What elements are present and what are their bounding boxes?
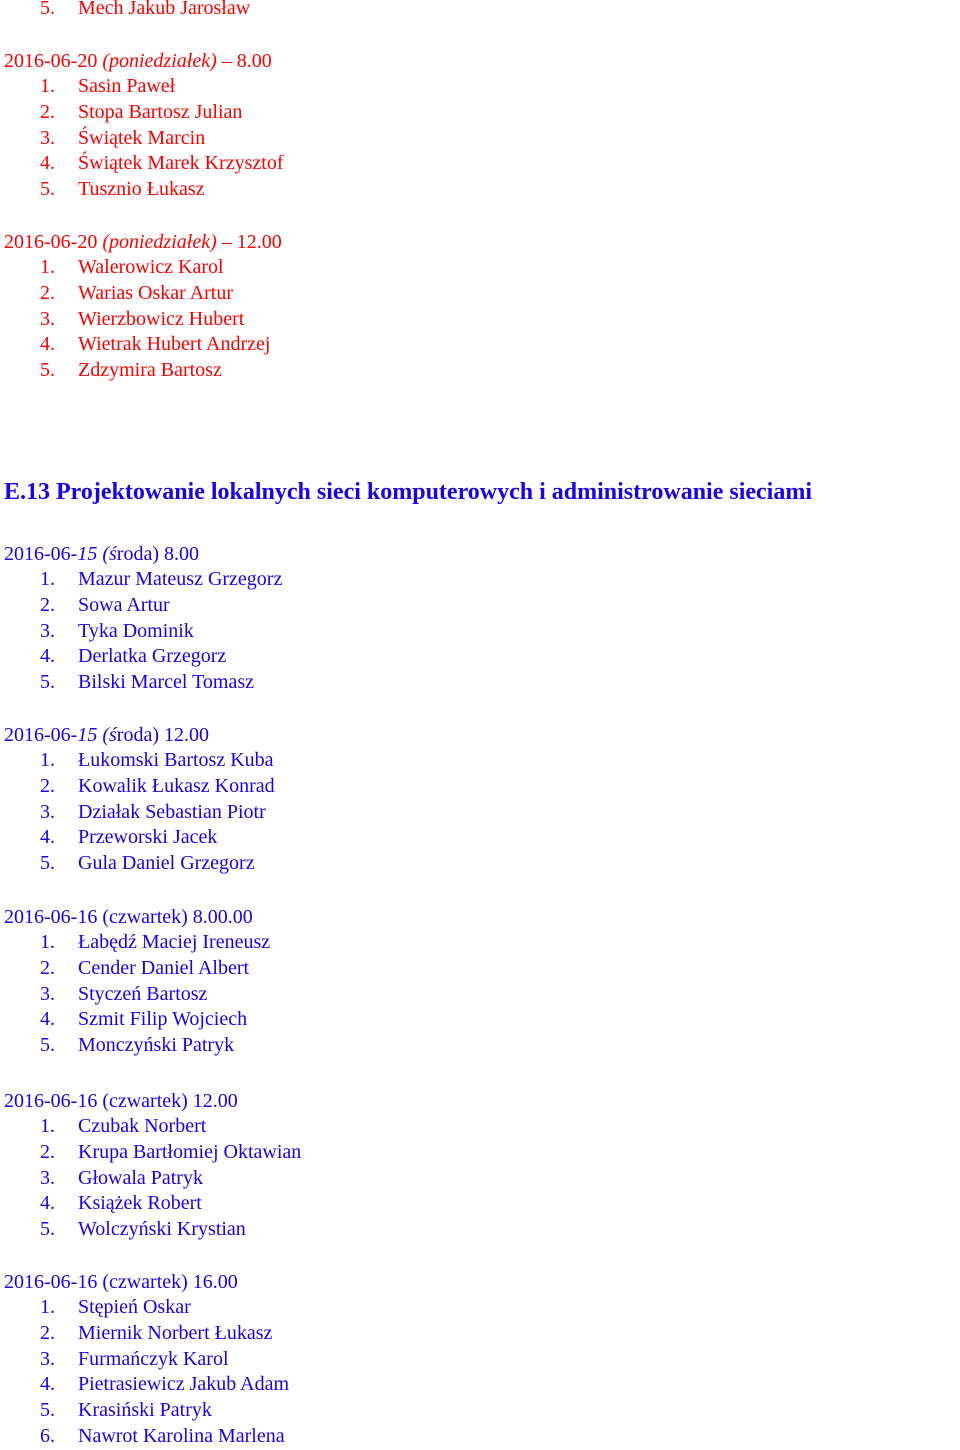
list-item: [0, 1217, 301, 1243]
list-item: [0, 851, 275, 877]
item-number: 4.: [40, 152, 55, 175]
student-name: Książek Robert: [78, 1192, 202, 1215]
list-item: [0, 748, 275, 774]
item-number: 4.: [40, 1192, 55, 1215]
student-name: Nawrot Karolina Marlena: [78, 1424, 285, 1447]
session-heading: [4, 541, 199, 567]
item-number: 1.: [40, 568, 55, 590]
item-number: 5.: [40, 1399, 55, 1421]
student-list: [0, 930, 270, 1059]
student-name: Krupa Bartłomiej Oktawian: [78, 1140, 302, 1163]
list-item: [0, 1347, 289, 1373]
student-name: Bilski Marcel Tomasz: [78, 671, 254, 693]
list-item: [0, 358, 270, 384]
session-date-suffix: roda) 12.00: [116, 724, 209, 746]
student-name: Łukomski Bartosz Kuba: [78, 749, 274, 771]
student-list-top: [0, 0, 250, 22]
list-item: [0, 177, 284, 203]
list-item: [0, 1033, 270, 1059]
student-name: Miernik Norbert Łukasz: [78, 1321, 273, 1344]
list-item: [0, 774, 275, 800]
list-item: [0, 281, 270, 307]
session-date-prefix: 2016-06-: [4, 724, 78, 746]
student-name: Wietrak Hubert Andrzej: [78, 333, 271, 356]
list-item: [0, 100, 284, 126]
list-item: [0, 1321, 289, 1347]
student-name: Stopa Bartosz Julian: [78, 100, 243, 123]
student-name: Mazur Mateusz Grzegorz: [78, 568, 283, 590]
item-number: 3.: [40, 1166, 55, 1189]
student-name: Warias Oskar Artur: [78, 281, 234, 304]
list-item: [0, 619, 282, 645]
student-name: Furmańczyk Karol: [78, 1347, 229, 1370]
item-number: 2.: [40, 281, 55, 304]
item-number: 3.: [40, 307, 55, 330]
list-item: [0, 593, 282, 619]
student-name: Cender Daniel Albert: [78, 956, 250, 979]
item-number: 3.: [40, 1347, 55, 1370]
item-number: 1.: [40, 749, 55, 771]
student-name: Głowala Patryk: [78, 1166, 203, 1189]
student-name: Zdzymira Bartosz: [78, 359, 222, 381]
student-name: Wierzbowicz Hubert: [78, 307, 245, 330]
list-item: [0, 332, 270, 358]
student-list: [0, 748, 275, 877]
student-name: Łabędź Maciej Ireneusz: [78, 931, 271, 953]
list-item: [0, 982, 270, 1008]
item-number: 3.: [40, 126, 55, 149]
item-number: 5.: [40, 0, 55, 19]
student-name: Gula Daniel Grzegorz: [78, 852, 255, 874]
list-item: [0, 255, 270, 281]
item-number: 1.: [40, 1296, 55, 1318]
student-name: Świątek Marcin: [78, 126, 206, 149]
session-date-prefix: 2016-06-16 (czwartek) 16.00: [4, 1271, 238, 1293]
item-number: 1.: [40, 256, 55, 278]
list-item: [0, 0, 250, 22]
list-item: [0, 1372, 289, 1398]
session-date-suffix: roda) 8.00: [116, 543, 199, 565]
item-number: 4.: [40, 1008, 55, 1031]
session-date: 2016-06-20: [4, 231, 98, 253]
list-item: [0, 670, 282, 696]
student-name: Tyka Dominik: [78, 619, 194, 642]
session-date-prefix: 2016-06-16 (czwartek) 8.00.00: [4, 906, 253, 928]
student-name: Monczyński Patryk: [78, 1034, 235, 1056]
list-item: [0, 151, 284, 177]
student-name: Mech Jakub Jarosław: [78, 0, 251, 19]
item-number: 2.: [40, 1140, 55, 1163]
list-item: [0, 1295, 289, 1321]
item-number: 4.: [40, 826, 55, 849]
student-list: [0, 1295, 289, 1450]
session-date: 2016-06-20: [4, 50, 98, 72]
item-number: 4.: [40, 1373, 55, 1396]
item-number: 4.: [40, 333, 55, 356]
item-number: 3.: [40, 619, 55, 642]
list-item: [0, 1140, 301, 1166]
session-date-prefix: 2016-06-16 (czwartek) 12.00: [4, 1090, 238, 1112]
list-item: [0, 1398, 289, 1424]
student-name: Przeworski Jacek: [78, 826, 218, 849]
student-list: [0, 74, 284, 203]
list-item: [0, 1424, 289, 1450]
session-heading: [4, 722, 209, 748]
item-number: 5.: [40, 1218, 55, 1240]
student-name: Kowalik Łukasz Konrad: [78, 774, 275, 797]
session-time: – 8.00: [221, 50, 272, 72]
student-list: [0, 567, 282, 696]
list-item: [0, 307, 270, 333]
session-heading: [4, 904, 253, 930]
item-number: 5.: [40, 1034, 55, 1056]
item-number: 2.: [40, 774, 55, 797]
list-item: [0, 644, 282, 670]
student-name: Tusznio Łukasz: [78, 178, 205, 200]
session-day: (poniedziałek): [102, 50, 217, 72]
student-name: Sowa Artur: [78, 593, 170, 616]
item-number: 5.: [40, 178, 55, 200]
item-number: 5.: [40, 671, 55, 693]
session-heading: [4, 48, 272, 74]
section-title: E.13 Projektowanie lokalnych sieci komputerowych i administrowanie sieciami: [4, 479, 812, 505]
item-number: 6.: [40, 1424, 55, 1447]
student-list: [0, 1114, 301, 1243]
item-number: 4.: [40, 645, 55, 668]
list-item: [0, 74, 284, 100]
item-number: 1.: [40, 1115, 55, 1137]
student-name: Wolczyński Krystian: [78, 1218, 246, 1240]
list-item: [0, 567, 282, 593]
list-item: [0, 126, 284, 152]
session-date-italic: 15 (ś: [77, 543, 117, 565]
student-name: Pietrasiewicz Jakub Adam: [78, 1373, 290, 1396]
session-date-italic: 15 (ś: [77, 724, 117, 746]
student-list: [0, 255, 270, 384]
student-name: Krasiński Patryk: [78, 1399, 212, 1421]
list-item: [0, 956, 270, 982]
list-item: [0, 1166, 301, 1192]
item-number: 2.: [40, 956, 55, 979]
list-item: [0, 1114, 301, 1140]
student-name: Świątek Marek Krzysztof: [78, 152, 284, 175]
item-number: 1.: [40, 931, 55, 953]
list-item: [0, 825, 275, 851]
list-item: [0, 930, 270, 956]
student-name: Sasin Paweł: [78, 75, 176, 97]
student-name: Derlatka Grzegorz: [78, 645, 227, 668]
item-number: 5.: [40, 852, 55, 874]
session-day: (poniedziałek): [102, 231, 217, 253]
session-heading: [4, 1269, 238, 1295]
list-item: [0, 1191, 301, 1217]
student-name: Czubak Norbert: [78, 1115, 207, 1137]
session-time: – 12.00: [221, 231, 282, 253]
student-name: Stępień Oskar: [78, 1296, 191, 1318]
student-name: Szmit Filip Wojciech: [78, 1008, 248, 1031]
item-number: 3.: [40, 800, 55, 823]
list-item: [0, 800, 275, 826]
item-number: 1.: [40, 75, 55, 97]
item-number: 2.: [40, 593, 55, 616]
item-number: 2.: [40, 100, 55, 123]
list-item: [0, 1007, 270, 1033]
session-heading: [4, 229, 282, 255]
student-name: Działak Sebastian Piotr: [78, 800, 266, 823]
item-number: 2.: [40, 1321, 55, 1344]
student-name: Styczeń Bartosz: [78, 982, 208, 1005]
session-date-prefix: 2016-06-: [4, 543, 78, 565]
item-number: 5.: [40, 359, 55, 381]
student-name: Walerowicz Karol: [78, 256, 224, 278]
session-heading: [4, 1088, 238, 1114]
item-number: 3.: [40, 982, 55, 1005]
